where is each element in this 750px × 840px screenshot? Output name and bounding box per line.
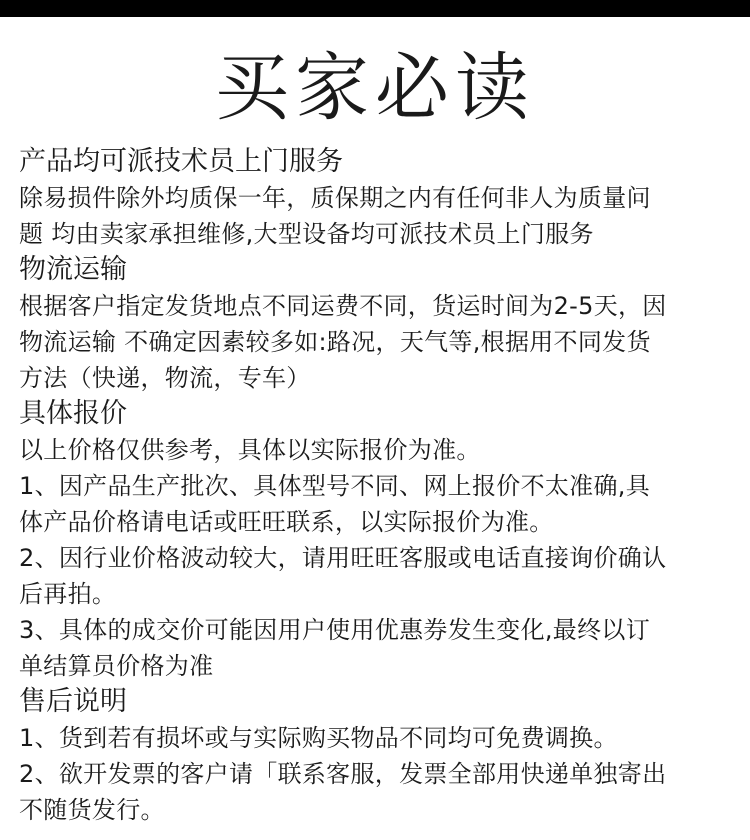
section-heading: 产品均可派技术员上门服务 xyxy=(19,146,343,177)
notice-content xyxy=(19,144,734,828)
section-pricing xyxy=(19,396,734,684)
text-line: 2、因行业价格波动较大，请用旺旺客服或电话直接询价确认 xyxy=(19,544,667,572)
section-after-sales xyxy=(19,684,734,828)
section-logistics xyxy=(19,252,734,396)
text-line: 方法（快递，物流，专车） xyxy=(19,364,311,392)
text-line: 3、具体的成交价可能因用户使用优惠券发生变化,最终以订 xyxy=(19,616,650,644)
page-title: 买家必读 xyxy=(215,45,535,131)
top-bar xyxy=(0,0,750,17)
text-line: 后再拍。 xyxy=(19,580,117,608)
text-line: 除易损件除外均质保一年，质保期之内有任何非人为质量问 xyxy=(19,184,651,212)
section-heading: 物流运输 xyxy=(19,254,127,285)
text-line: 物流运输 不确定因素较多如:路况，天气等,根据用不同发货 xyxy=(19,328,651,356)
section-heading: 具体报价 xyxy=(19,398,127,429)
section-service xyxy=(19,144,734,252)
text-line: 以上价格仅供参考，具体以实际报价为准。 xyxy=(19,436,481,464)
text-line: 2、欲开发票的客户请「联系客服，发票全部用快递单独寄出 xyxy=(19,760,667,788)
text-line: 1、货到若有损坏或与实际购买物品不同均可免费调换。 xyxy=(19,724,618,752)
text-line: 不随货发行。 xyxy=(19,796,165,824)
section-heading: 售后说明 xyxy=(19,686,127,717)
text-line: 体产品价格请电话或旺旺联系，以实际报价为准。 xyxy=(19,508,554,536)
text-line: 单结算员价格为准 xyxy=(19,652,214,680)
text-line: 1、因产品生产批次、具体型号不同、网上报价不太准确,具 xyxy=(19,472,650,500)
text-line: 题 均由卖家承担维修,大型设备均可派技术员上门服务 xyxy=(19,220,594,248)
text-line: 根据客户指定发货地点不同运费不同，货运时间为2-5天，因 xyxy=(19,292,667,320)
